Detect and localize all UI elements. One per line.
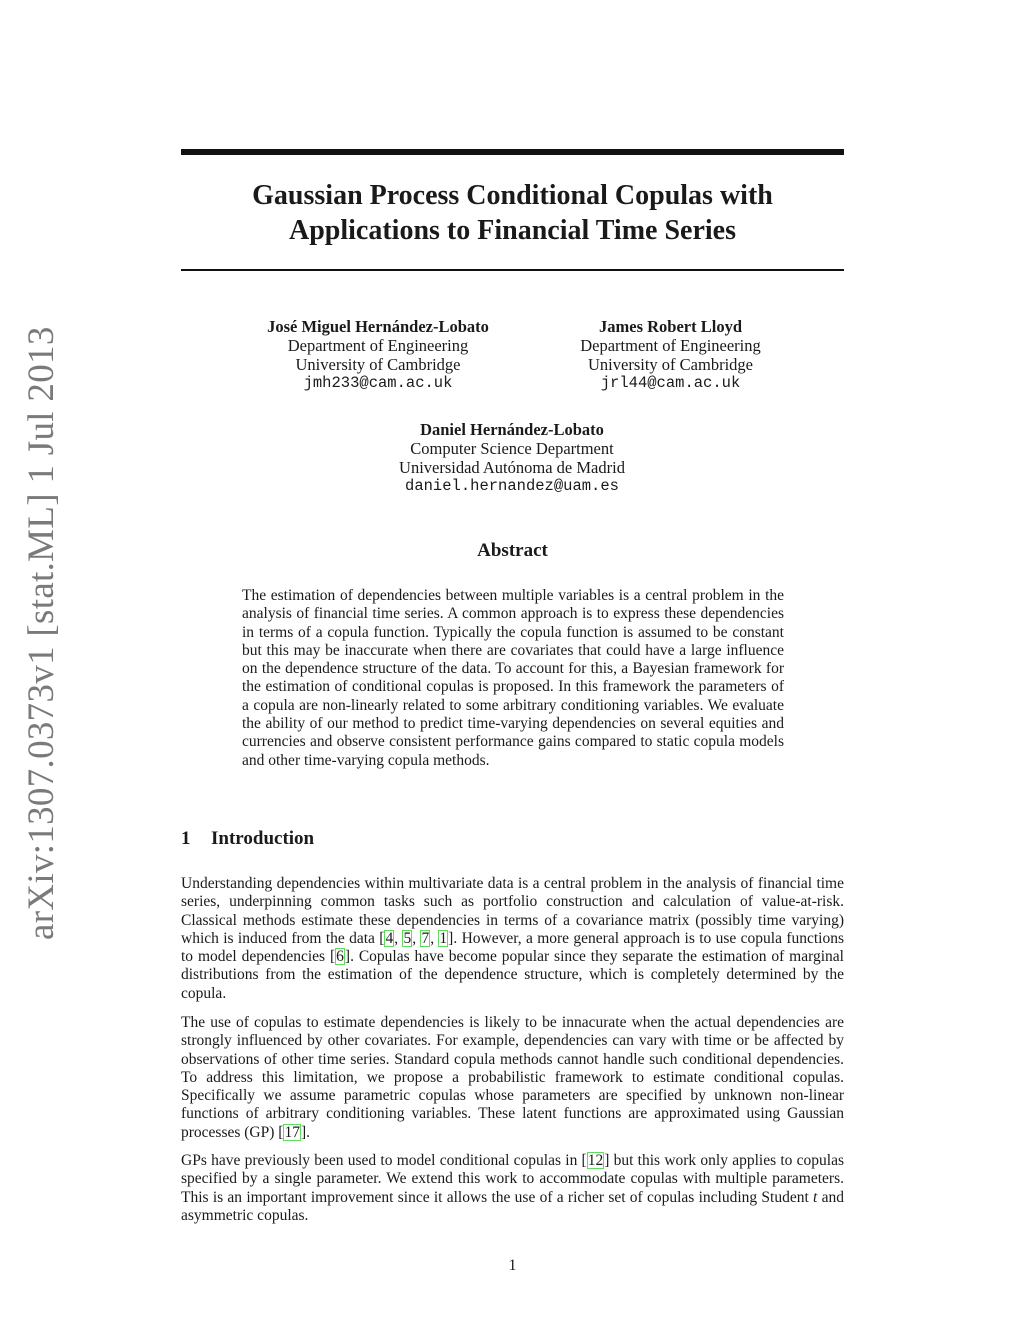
author-email[interactable]: daniel.hernandez@uam.es (405, 477, 619, 495)
citation-link[interactable]: 5 (403, 929, 412, 947)
author-department: Department of Engineering (580, 336, 761, 355)
paragraph-text: ]. However, a more general approach is to use copula functions to model dependencies [ (181, 929, 845, 966)
paragraph-text: ] but this work only applies to copulas specified by a single parameter. We extend this work to accommodate copulas with multiple parameters. This is an important improvement since it allows the use of a richer set of copulas including Student (181, 1152, 845, 1206)
citation-link[interactable]: 7 (421, 929, 430, 947)
section-title: Introduction (211, 828, 315, 849)
paragraph-text: GPs have previously been used to model conditional copulas in [ (181, 1152, 587, 1169)
citation-link[interactable]: 1 (439, 929, 448, 947)
paragraph-text: ]. Copulas have become popular since they separate the estimation of marginal distributions from the estimation of the dependence structure, which is completely determined by the copula. (181, 948, 844, 1002)
author-block-1 (243, 317, 513, 393)
page-number: 1 (508, 1257, 517, 1274)
citation-link[interactable]: 12 (587, 1152, 604, 1169)
abstract-text: The estimation of dependencies between multiple variables is a central problem in the analysis of financial time series. A common approach is to express these dependencies in terms of a copula function. Typically the copula function is assumed to be constant but this may be inaccurate when there are covariates that could have a large influence on the dependence structure of the data. To account for this, a Bayesian framework for the estimation of conditional copulas is proposed. In this framework the parameters of a copula are non-linearly related to some arbitrary conditioning variables. We evaluate the ability of our method to predict time-varying dependencies on several equities and currencies and observe consistent performance gains compared to static copula models and other time-varying copula methods. (242, 587, 784, 769)
citation-link[interactable]: 4 (385, 929, 394, 947)
title-line-1: Gaussian Process Conditional Copulas with (252, 180, 773, 211)
intro-paragraph-2 (181, 1014, 844, 1142)
author-department: Computer Science Department (410, 439, 614, 458)
section-number: 1 (181, 828, 191, 849)
citation-link[interactable]: 6 (336, 948, 344, 966)
citation-link[interactable]: 17 (284, 1123, 300, 1141)
author-name: Daniel Hernández-Lobato (420, 420, 604, 439)
title-line-2: Applications to Financial Time Series (289, 215, 736, 246)
author-institution: University of Cambridge (588, 355, 753, 374)
author-department: Department of Engineering (287, 336, 469, 355)
citation-separator: , (430, 929, 439, 947)
title-top-rule (181, 149, 844, 155)
author-email[interactable]: jmh233@cam.ac.uk (303, 374, 453, 392)
paper-title (181, 178, 844, 248)
citation-separator: , (394, 929, 403, 947)
author-institution: University of Cambridge (295, 355, 461, 374)
math-variable: t (813, 1188, 818, 1206)
author-name: James Robert Lloyd (599, 317, 742, 336)
author-email[interactable]: jrl44@cam.ac.uk (600, 374, 741, 392)
intro-paragraph-3 (181, 1152, 844, 1225)
citation-separator: , (412, 929, 421, 947)
paragraph-text: Understanding dependencies within multivariate data is a central problem in the analysis of financial time series, underpinning common tasks such as portfolio construction and calculation of value-at-risk. Classical methods estimate these dependencies in terms of a covariance matrix (possibly time varying) which is induced from the data [ (181, 875, 844, 947)
title-bottom-rule (181, 269, 844, 271)
abstract-heading: Abstract (477, 540, 548, 561)
author-name: José Miguel Hernández-Lobato (267, 317, 489, 336)
arxiv-identifier-stamp: arXiv:1307.0373v1 [stat.ML] 1 Jul 2013 (21, 326, 62, 940)
author-block-3 (352, 420, 672, 496)
paragraph-text: and asymmetric copulas. (181, 1188, 844, 1224)
section-heading-introduction (181, 828, 314, 850)
paragraph-text: The use of copulas to estimate dependencies is likely to be innacurate when the actual dependencies are strongly influenced by other covariates. For example, dependencies can vary with time or be affected by observations of other time series. Standard copula methods cannot handle such conditional dependencies. To address this limitation, we propose a probabilistic framework to estimate conditional copulas. Specifically we assume parametric copulas whose parameters are specified by unknown non-linear functions of arbitrary conditioning variables. These latent functions are approximated using Gaussian processes (GP) [ (181, 1014, 844, 1141)
author-block-2 (543, 317, 798, 393)
paragraph-text: ]. (300, 1123, 310, 1141)
author-institution: Universidad Autónoma de Madrid (399, 458, 625, 477)
intro-paragraph-1 (181, 875, 844, 1003)
